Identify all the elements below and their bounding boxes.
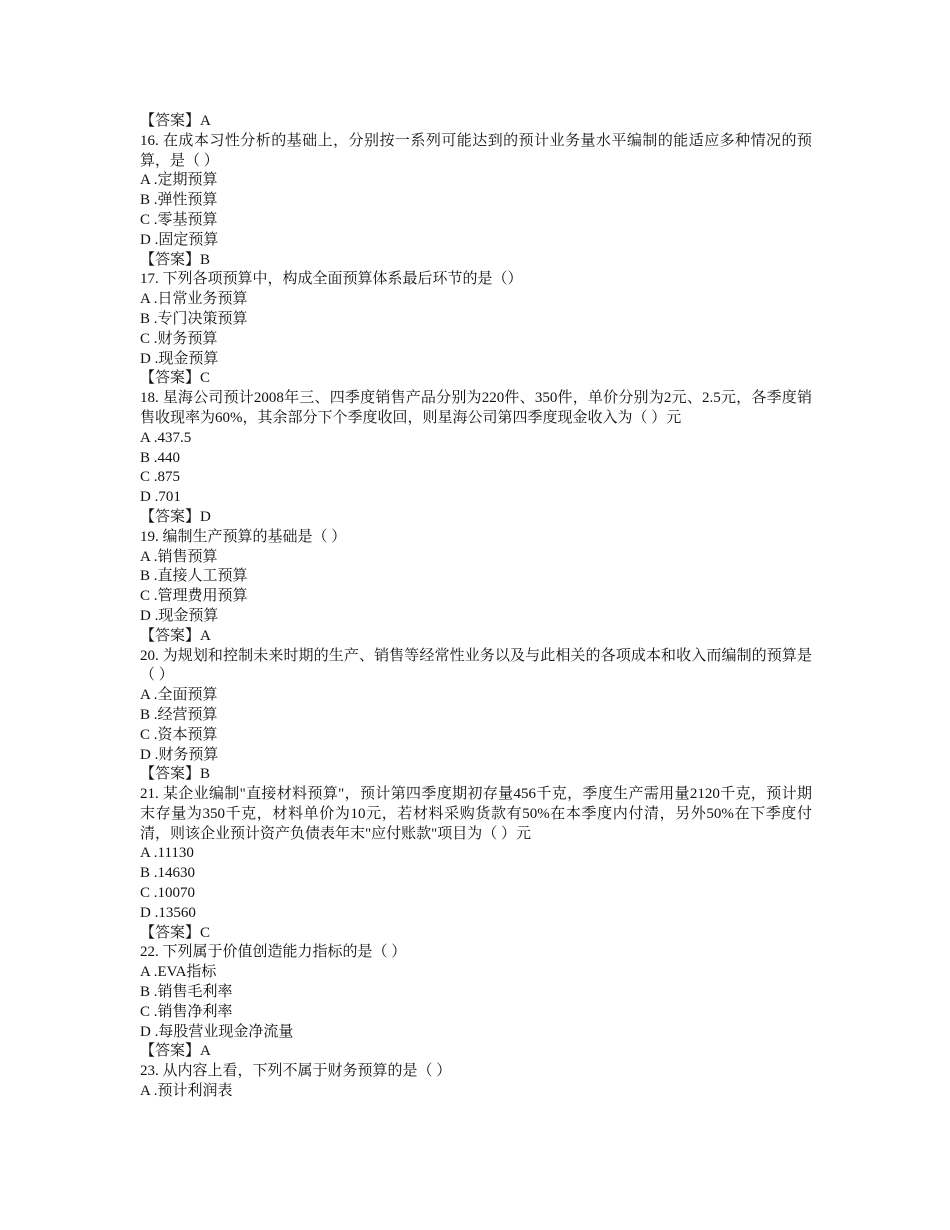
option-line: B .专门决策预算 [140,310,248,327]
option-line: B .440 [140,449,181,466]
option-line: D .现金预算 [140,607,219,624]
option-line: B .直接人工预算 [140,568,248,585]
answer-line: 【答案】C [140,370,211,387]
option-line: C .875 [140,469,181,486]
document-page [140,112,812,1102]
option-line: A .日常业务预算 [140,291,248,308]
question-text: 22. 下列属于价值创造能力指标的是（ ） [140,944,407,961]
question-text: 20. 为规划和控制未来时期的生产、销售等经常性业务以及与此相关的各项成本和收入而编制的预算是（ ） [140,647,812,684]
answer-line: 【答案】B [140,766,211,783]
question-text: 19. 编制生产预算的基础是（ ） [140,528,347,545]
option-line: C .10070 [140,885,196,902]
option-line: D .现金预算 [140,350,219,367]
option-line: C .零基预算 [140,211,218,228]
option-line: A .预计利润表 [140,1083,233,1100]
option-line: C .销售净利率 [140,1003,233,1020]
option-line: A .全面预算 [140,687,218,704]
answer-line: 【答案】A [140,113,211,129]
option-line: B .14630 [140,865,196,882]
option-line: C .管理费用预算 [140,588,248,605]
option-line: A .定期预算 [140,172,218,189]
option-line: A .EVA指标 [140,964,217,981]
question-text: 16. 在成本习性分析的基础上，分别按一系列可能达到的预计业务量水平编制的能适应多种情况的预算，是（ ） [140,132,812,169]
option-line: A .437.5 [140,429,192,446]
option-line: B .销售毛利率 [140,984,233,1001]
option-line: D .每股营业现金净流量 [140,1023,294,1040]
option-line: B .弹性预算 [140,192,218,209]
question-text: 21. 某企业编制"直接材料预算"，预计第四季度期初存量456千克，季度生产需用量2120千克，预计期末存量为350千克，材料单价为10元，若材料采购货款有50%在本季度内付清，另外50%在下季度付清，则该企业预计资产负债表年末"应付账款"项目为（ ）元 [140,786,812,842]
question-text: 18. 星海公司预计2008年三、四季度销售产品分别为220件、350件，单价分别为2元、2.5元，各季度销售收现率为60%，其余部分下个季度收回，则星海公司第四季度现金收入为（ ）元 [140,390,812,426]
option-line: C .财务预算 [140,330,218,347]
answer-line: 【答案】A [140,627,211,644]
option-line: A .11130 [140,845,194,862]
answer-line: 【答案】B [140,251,211,268]
option-line: A .销售预算 [140,548,218,565]
option-line: D .财务预算 [140,746,219,763]
question-text: 17. 下列各项预算中，构成全面预算体系最后环节的是（） [140,271,523,288]
option-line: B .经营预算 [140,706,218,723]
option-line: D .13560 [140,904,196,921]
option-line: C .资本预算 [140,726,218,743]
question-text: 23. 从内容上看，下列不属于财务预算的是（ ） [140,1063,452,1080]
answer-line: 【答案】C [140,924,211,941]
answer-line: 【答案】A [140,1043,211,1060]
option-line: D .701 [140,489,181,506]
option-line: D .固定预算 [140,231,219,248]
answer-line: 【答案】D [140,508,211,525]
